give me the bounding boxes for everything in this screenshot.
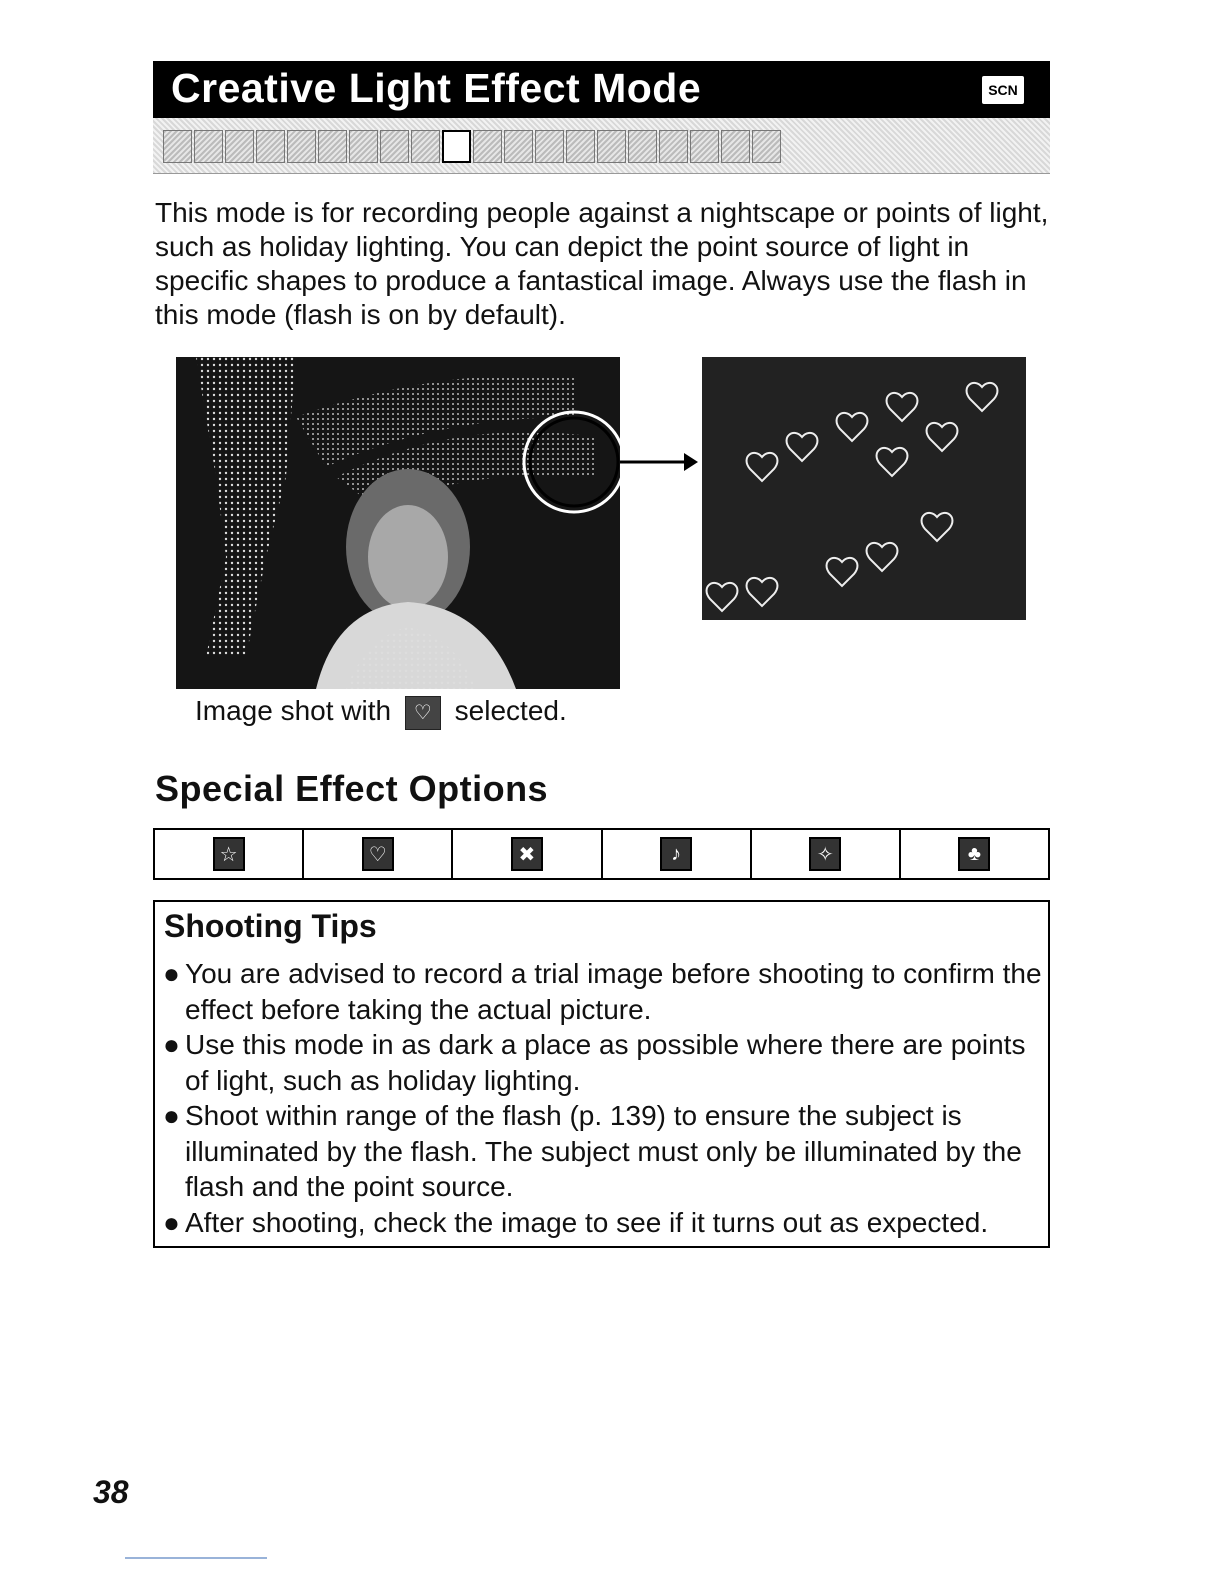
sunset-mode-icon — [721, 130, 750, 163]
underwater-mode-icon — [535, 130, 564, 163]
mode-icons-row — [163, 130, 783, 163]
page-number: 38 — [93, 1474, 129, 1510]
shooting-tips-box — [153, 900, 1050, 1248]
woman-night-photo — [176, 357, 620, 689]
tip-text: You are advised to record a trial image before shooting to confirm the effect before taking the actual picture. — [185, 958, 1042, 1025]
kids-mode-icon — [597, 130, 626, 163]
clover-icon: ♣ — [958, 837, 990, 871]
tip-text: Use this mode in as dark a place as possible where there are points of light, such as holiday lighting. — [185, 1029, 1026, 1096]
indoor-mode-icon — [566, 130, 595, 163]
fireworks-mode-icon — [473, 130, 502, 163]
cross-icon: ✖ — [511, 837, 543, 871]
snow2-mode-icon — [659, 130, 688, 163]
photo-caption — [195, 694, 567, 730]
caption-suffix: selected. — [454, 695, 567, 726]
arrow-right-icon — [620, 450, 700, 474]
heart-icon: ♡ — [362, 837, 394, 871]
landscape-mode-icon — [349, 130, 378, 163]
beach-mode-icon — [411, 130, 440, 163]
tip-item — [163, 1205, 1043, 1241]
color-mode-icon — [194, 130, 223, 163]
effect-option-cell — [603, 830, 752, 878]
tips-heading: Shooting Tips — [164, 908, 377, 944]
bullet-icon: ● — [163, 958, 180, 989]
heart-lights-photo — [702, 357, 1026, 620]
effect-option-cell — [901, 830, 1048, 878]
section-heading: Special Effect Options — [155, 768, 549, 809]
page-title: Creative Light Effect Mode — [171, 65, 702, 111]
bullet-icon: ● — [163, 1206, 180, 1238]
note-icon: ♪ — [660, 837, 692, 871]
auto-mode-icon — [256, 130, 285, 163]
example-photo-hearts-closeup — [702, 357, 1026, 620]
beach2-mode-icon — [690, 130, 719, 163]
scn-mode-badge: SCN — [982, 76, 1024, 104]
example-photo-woman — [176, 357, 620, 689]
effect-option-cell — [453, 830, 602, 878]
snow-mode-icon — [380, 130, 409, 163]
bullet-icon: ● — [163, 1100, 180, 1131]
tip-item — [163, 1098, 1043, 1205]
night2-mode-icon — [752, 130, 781, 163]
effect-options-table — [153, 828, 1050, 880]
effect-option-cell — [155, 830, 304, 878]
caption-prefix: Image shot with — [195, 695, 392, 726]
effect-option-cell — [752, 830, 901, 878]
tip-text: After shooting, check the image to see if it turns out as expected. — [185, 1206, 989, 1238]
night-mode-icon — [318, 130, 347, 163]
effect-option-cell — [304, 830, 453, 878]
tip-item — [163, 1027, 1043, 1098]
sports-mode-icon — [287, 130, 316, 163]
title-bar — [153, 61, 1050, 118]
sparkle-icon: ✧ — [809, 837, 841, 871]
mode-icon-strip — [153, 118, 1050, 174]
portrait-mode-icon — [163, 130, 192, 163]
foliage-mode-icon — [628, 130, 657, 163]
tip-text: Shoot within range of the flash (p. 139) to ensure the subject is illuminated by the flash. The subject must only be illuminated by the flash and the point source. — [185, 1100, 1022, 1202]
creative-light-mode-icon — [442, 130, 471, 163]
tip-item — [163, 956, 1043, 1027]
tips-list — [163, 956, 1043, 1240]
intro-paragraph: This mode is for recording people against a nightscape or points of light, such as holiday lighting. You can depict the point source of light in specific shapes to produce a fantastical image. Always use the flash in this mode (flash is on by default). — [155, 197, 1049, 330]
aquarium-mode-icon — [504, 130, 533, 163]
heart-icon: ♡ — [405, 696, 441, 730]
footer-rule — [125, 1557, 267, 1559]
bullet-icon: ● — [163, 1029, 180, 1060]
star-icon: ☆ — [213, 837, 245, 871]
scene-mode-icon — [225, 130, 254, 163]
